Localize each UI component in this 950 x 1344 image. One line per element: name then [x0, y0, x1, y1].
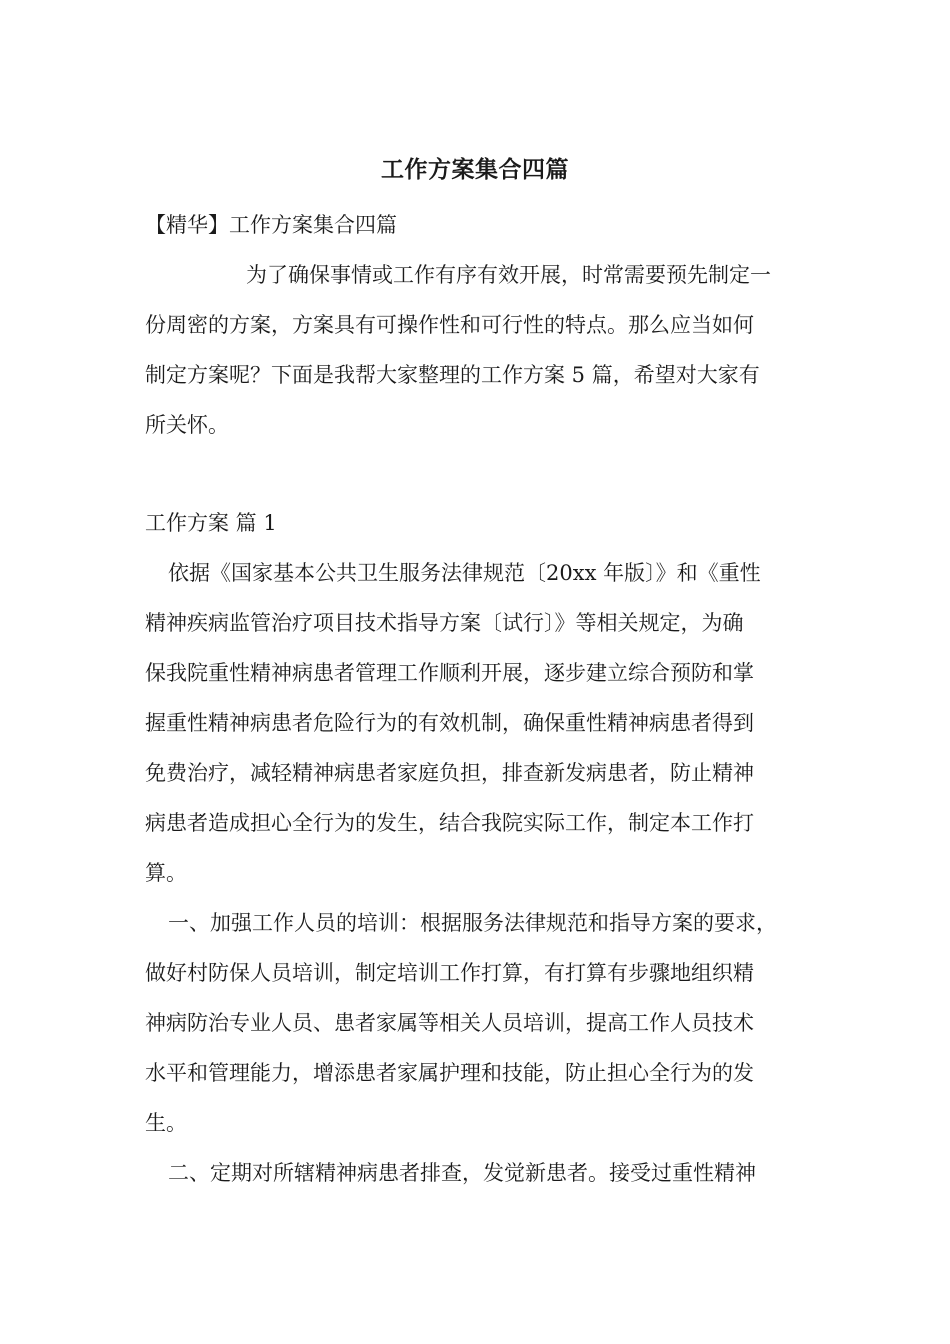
body-line-7: 算。	[145, 861, 187, 885]
body-line-10: 神病防治专业人员、患者家属等相关人员培训，提高工作人员技术	[145, 1011, 754, 1035]
body-line-9: 做好村防保人员培训，制定培训工作打算，有打算有步骤地组织精	[145, 961, 754, 985]
intro-line-2: 份周密的方案，方案具有可操作性和可行性的特点。那么应当如何	[145, 313, 754, 337]
intro-line-4: 所关怀。	[145, 413, 229, 437]
body-line-2: 精神疾病监管治疗项目技术指导方案〔试行〕》等相关规定，为确	[145, 611, 744, 635]
body-line-3: 保我院重性精神病患者管理工作顺利开展，逐步建立综合预防和掌	[145, 661, 754, 685]
body-line-8: 一、加强工作人员的培训：根据服务法律规范和指导方案的要求，	[168, 911, 777, 935]
body-line-4: 握重性精神病患者危险行为的有效机制，确保重性精神病患者得到	[145, 711, 754, 735]
intro-line-1: 为了确保事情或工作有序有效开展，时常需要预先制定一	[246, 263, 771, 287]
body-line-11: 水平和管理能力，增添患者家属护理和技能，防止担心全行为的发	[145, 1061, 754, 1085]
body-line-5: 免费治疗，减轻精神病患者家庭负担，排查新发病患者，防止精神	[145, 761, 754, 785]
body-line-12: 生。	[145, 1111, 187, 1135]
body-line-1: 依据《国家基本公共卫生服务法律规范〔20xx 年版〕》和《重性	[168, 561, 761, 585]
intro-line-3: 制定方案呢？下面是我帮大家整理的工作方案 5 篇，希望对大家有	[145, 363, 760, 387]
document-subtitle: 【精华】工作方案集合四篇	[145, 213, 397, 237]
document-title: 工作方案集合四篇	[381, 156, 569, 183]
body-line-13: 二、定期对所辖精神病患者排查，发觉新患者。接受过重性精神	[168, 1161, 756, 1185]
body-line-6: 病患者造成担心全行为的发生，结合我院实际工作，制定本工作打	[145, 811, 754, 835]
section-heading: 工作方案 篇 1	[145, 511, 277, 535]
